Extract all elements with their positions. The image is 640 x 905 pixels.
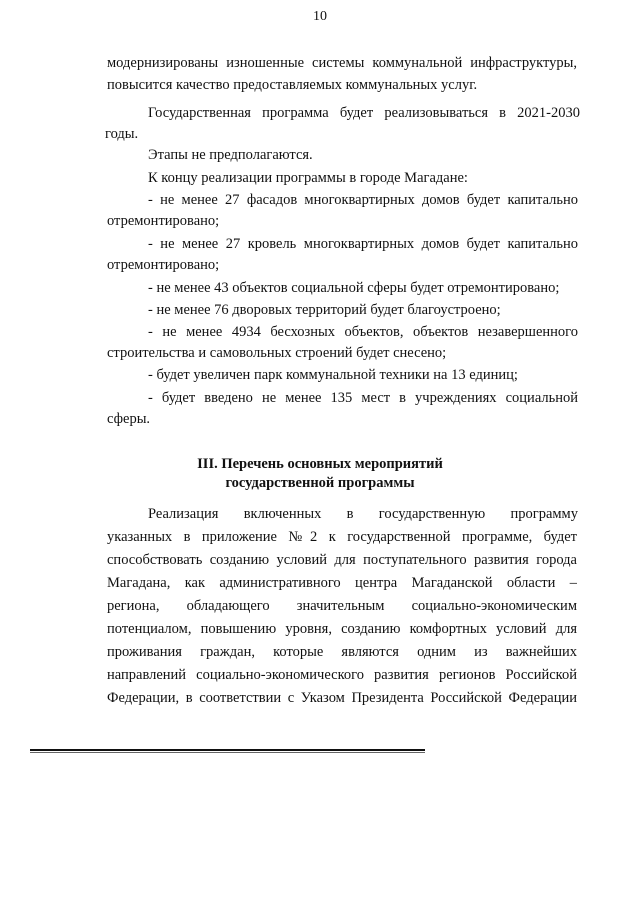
section-heading: III. Перечень основных мероприятий <box>197 456 443 472</box>
page-number: 10 <box>313 9 327 24</box>
text-line: способствовать созданию условий для поступательного развития города <box>107 552 577 568</box>
footer-divider <box>30 749 425 751</box>
text-line: строительства и самовольных строений будет снесено; <box>107 345 447 361</box>
list-item: - не менее 76 дворовых территорий будет благоустроено; <box>148 302 501 318</box>
text-line: Государственная программа будет реализовываться в 2021-2030 <box>148 105 580 121</box>
text-line: региона, обладающего значительным социально-экономическим <box>107 598 577 614</box>
text-line: К концу реализации программы в городе Магадане: <box>148 170 468 186</box>
list-item: - не менее 43 объектов социальной сферы будет отремонтировано; <box>148 280 560 296</box>
text-line: Федерации, в соответствии с Указом Президента Российской Федерации <box>107 690 577 706</box>
list-item: - будет введено не менее 135 мест в учреждениях социальной <box>148 390 578 406</box>
text-line: повысится качество предоставляемых коммунальных услуг. <box>107 77 478 93</box>
text-line: отремонтировано; <box>107 257 220 273</box>
text-line: модернизированы изношенные системы коммунальной инфраструктуры, <box>107 55 577 71</box>
text-line: потенциалом, повышению уровня, созданию комфортных условий для <box>107 621 577 637</box>
footer-divider-shadow <box>30 752 425 753</box>
text-line: годы. <box>105 126 139 142</box>
list-item: - будет увеличен парк коммунальной техники на 13 единиц; <box>148 367 518 383</box>
text-line: Магадана, как административного центра Магаданской области – <box>107 575 577 591</box>
text-line: направлений социально-экономического развития регионов Российской <box>107 667 577 683</box>
text-line: отремонтировано; <box>107 213 220 229</box>
list-item: - не менее 4934 бесхозных объектов, объектов незавершенного <box>148 324 578 340</box>
text-line: указанных в приложение №2 к государственной программе, будет <box>107 529 577 545</box>
text-line: сферы. <box>107 411 151 427</box>
text-line: проживания граждан, которые являются одним из важнейших <box>107 644 577 660</box>
list-item: - не менее 27 кровель многоквартирных домов будет капитально <box>148 236 578 252</box>
list-item: - не менее 27 фасадов многоквартирных домов будет капитально <box>148 192 578 208</box>
text-line: Этапы не предполагаются. <box>148 147 313 163</box>
text-line: Реализация включенных в государственную программу <box>148 506 578 522</box>
section-heading-subtitle: государственной программы <box>225 475 415 491</box>
